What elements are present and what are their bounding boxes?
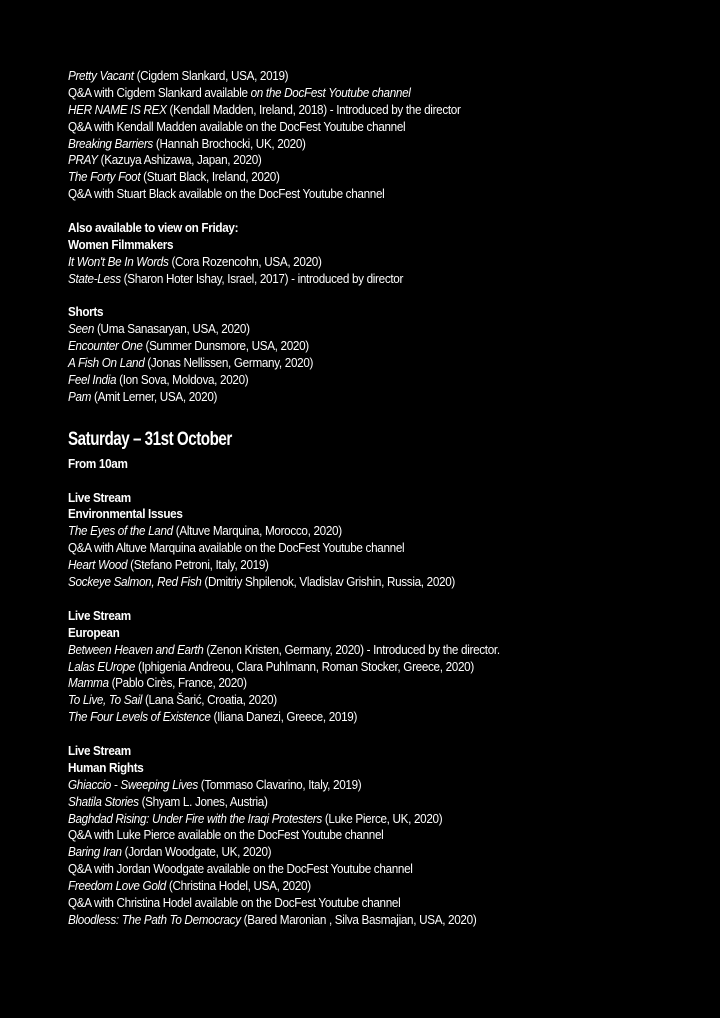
film-title: State-Less xyxy=(68,271,121,286)
spacer xyxy=(68,473,708,490)
film-title: Sockeye Salmon, Red Fish xyxy=(68,575,202,590)
film-details: Q&A with Christina Hodel available on the DocFest Youtube channel xyxy=(68,895,401,910)
film-title: Between Heaven and Earth xyxy=(68,642,204,657)
film-details: (Cigdem Slankard, USA, 2019) xyxy=(133,69,289,83)
film-details: (Tommaso Clavarino, Italy, 2019) xyxy=(197,777,362,792)
section-spacer xyxy=(68,406,708,428)
film-listing-line xyxy=(68,372,663,389)
section-heading: Live Stream xyxy=(68,743,131,758)
section-heading: Also available to view on Friday: xyxy=(68,221,239,236)
film-details: (Shyam L. Jones, Austria) xyxy=(138,794,268,809)
film-details: (Lana Šarić, Croatia, 2020) xyxy=(142,693,277,708)
film-details: (Pablo Cirès, France, 2020) xyxy=(108,676,247,691)
film-title: To Live, To Sail xyxy=(68,693,143,708)
film-details: (Luke Pierce, UK, 2020) xyxy=(321,811,443,826)
film-details: (Sharon Hoter Ishay, Israel, 2017) - introduced by director xyxy=(120,271,404,286)
film-title: Pam xyxy=(68,389,92,404)
film-details: (Amit Lerner, USA, 2020) xyxy=(91,389,218,404)
film-listing-line xyxy=(68,254,663,271)
spacer xyxy=(68,203,708,220)
film-details: (Jordan Woodgate, UK, 2020) xyxy=(121,845,272,860)
film-listing-line xyxy=(68,355,663,372)
film-title: A Fish On Land xyxy=(68,356,145,371)
film-listing-line xyxy=(68,271,663,288)
film-title: Baring Iran xyxy=(68,845,122,860)
film-title: Bloodless: The Path To Democracy xyxy=(68,912,241,927)
film-details: (Jonas Nellissen, Germany, 2020) xyxy=(144,356,314,371)
film-details: Q&A with Kendall Madden available on the DocFest Youtube channel xyxy=(68,119,406,134)
section-heading: Environmental Issues xyxy=(68,507,183,522)
spacer xyxy=(68,591,708,608)
section-heading: Shorts xyxy=(68,305,104,320)
film-title: Breaking Barriers xyxy=(68,136,153,151)
section-heading: From 10am xyxy=(68,456,128,471)
film-listing-line xyxy=(68,895,663,912)
film-listing-line xyxy=(68,827,663,844)
film-listing-line xyxy=(68,523,663,540)
film-listing-line xyxy=(68,777,663,794)
film-title: Freedom Love Gold xyxy=(68,879,166,894)
film-details: Q&A with Cigdem Slankard available xyxy=(68,85,251,100)
film-details: Q&A with Stuart Black available on the DocFest Youtube channel xyxy=(68,187,385,202)
film-title: Feel India xyxy=(68,373,117,388)
film-title: Mamma xyxy=(68,676,109,691)
film-listing-line xyxy=(68,68,663,85)
film-title: Seen xyxy=(68,322,95,337)
film-title: Ghiaccio - Sweeping Lives xyxy=(68,777,198,792)
section-heading: Human Rights xyxy=(68,760,144,775)
film-details: (Cora Rozencohn, USA, 2020) xyxy=(168,254,322,269)
film-title: Pretty Vacant xyxy=(68,69,134,83)
film-title: HER NAME IS REX xyxy=(68,102,167,117)
film-details: (Kazuya Ashizawa, Japan, 2020) xyxy=(97,153,262,168)
section-heading: Women Filmmakers xyxy=(68,237,174,252)
film-details: (Dmitriy Shpilenok, Vladislav Grishin, Russia, 2020) xyxy=(201,575,455,590)
film-details: (Iliana Danezi, Greece, 2019) xyxy=(210,710,358,725)
day-heading: Saturday – 31st October xyxy=(68,428,232,450)
film-details: (Christina Hodel, USA, 2020) xyxy=(165,879,311,894)
film-title: Shatila Stories xyxy=(68,794,139,809)
film-listing-line xyxy=(68,152,663,169)
film-details: Q&A with Luke Pierce available on the DocFest Youtube channel xyxy=(68,828,384,843)
film-title: Lalas EUrope xyxy=(68,659,136,674)
film-title: It Won't Be In Words xyxy=(68,254,169,269)
section-heading: Live Stream xyxy=(68,490,131,505)
film-listing-line xyxy=(68,85,663,102)
film-details: (Iphigenia Andreou, Clara Puhlmann, Roman Stocker, Greece, 2020) xyxy=(135,659,474,674)
film-title: The Forty Foot xyxy=(68,170,141,185)
film-details: (Altuve Marquina, Morocco, 2020) xyxy=(172,524,342,539)
film-listing-line xyxy=(68,794,663,811)
film-details: (Stuart Black, Ireland, 2020) xyxy=(140,170,280,185)
film-details: (Summer Dunsmore, USA, 2020) xyxy=(142,339,309,354)
film-title: The Eyes of the Land xyxy=(68,524,173,539)
film-listing-line xyxy=(68,102,663,119)
film-listing-line xyxy=(68,557,663,574)
film-listing-line xyxy=(68,186,663,203)
film-listing-line xyxy=(68,136,663,153)
film-title: Heart Wood xyxy=(68,558,128,573)
film-listing-line xyxy=(68,389,663,406)
film-details: (Hannah Brochocki, UK, 2020) xyxy=(152,136,306,151)
film-listing-line xyxy=(68,574,663,591)
film-listing-line xyxy=(68,844,663,861)
spacer xyxy=(68,726,708,743)
film-title: PRAY xyxy=(68,153,98,168)
spacer xyxy=(68,288,708,305)
film-details: (Uma Sanasaryan, USA, 2020) xyxy=(94,322,250,337)
film-listing-line xyxy=(68,675,663,692)
film-listing-line xyxy=(68,540,663,557)
film-title: on the DocFest Youtube channel xyxy=(250,85,411,100)
film-listing-line xyxy=(68,119,663,136)
film-listing-line xyxy=(68,321,663,338)
film-details: (Zenon Kristen, Germany, 2020) - Introduced by the director. xyxy=(203,642,500,657)
film-details: (Ion Sova, Moldova, 2020) xyxy=(116,373,249,388)
section-heading: European xyxy=(68,625,120,640)
section-heading: Live Stream xyxy=(68,608,131,623)
film-details: Q&A with Altuve Marquina available on the DocFest Youtube channel xyxy=(68,541,405,556)
film-listing-line xyxy=(68,169,663,186)
film-listing-line xyxy=(68,912,663,929)
film-title: The Four Levels of Existence xyxy=(68,710,211,725)
film-title: Baghdad Rising: Under Fire with the Iraqi Protesters xyxy=(68,811,322,826)
film-listing-line xyxy=(68,811,663,828)
film-details: (Bared Maronian , Silva Basmajian, USA, 2020) xyxy=(240,912,477,927)
film-listing-line xyxy=(68,878,663,895)
film-listing-line xyxy=(68,338,663,355)
film-title: Encounter One xyxy=(68,339,143,354)
film-details: (Stefano Petroni, Italy, 2019) xyxy=(127,558,269,573)
film-listing-line xyxy=(68,659,663,676)
programme-document xyxy=(68,68,708,929)
film-details: Q&A with Jordan Woodgate available on the DocFest Youtube channel xyxy=(68,862,413,877)
film-listing-line xyxy=(68,692,663,709)
film-listing-line xyxy=(68,861,663,878)
film-details: (Kendall Madden, Ireland, 2018) - Introduced by the director xyxy=(166,102,461,117)
film-listing-line xyxy=(68,642,663,659)
film-listing-line xyxy=(68,709,663,726)
